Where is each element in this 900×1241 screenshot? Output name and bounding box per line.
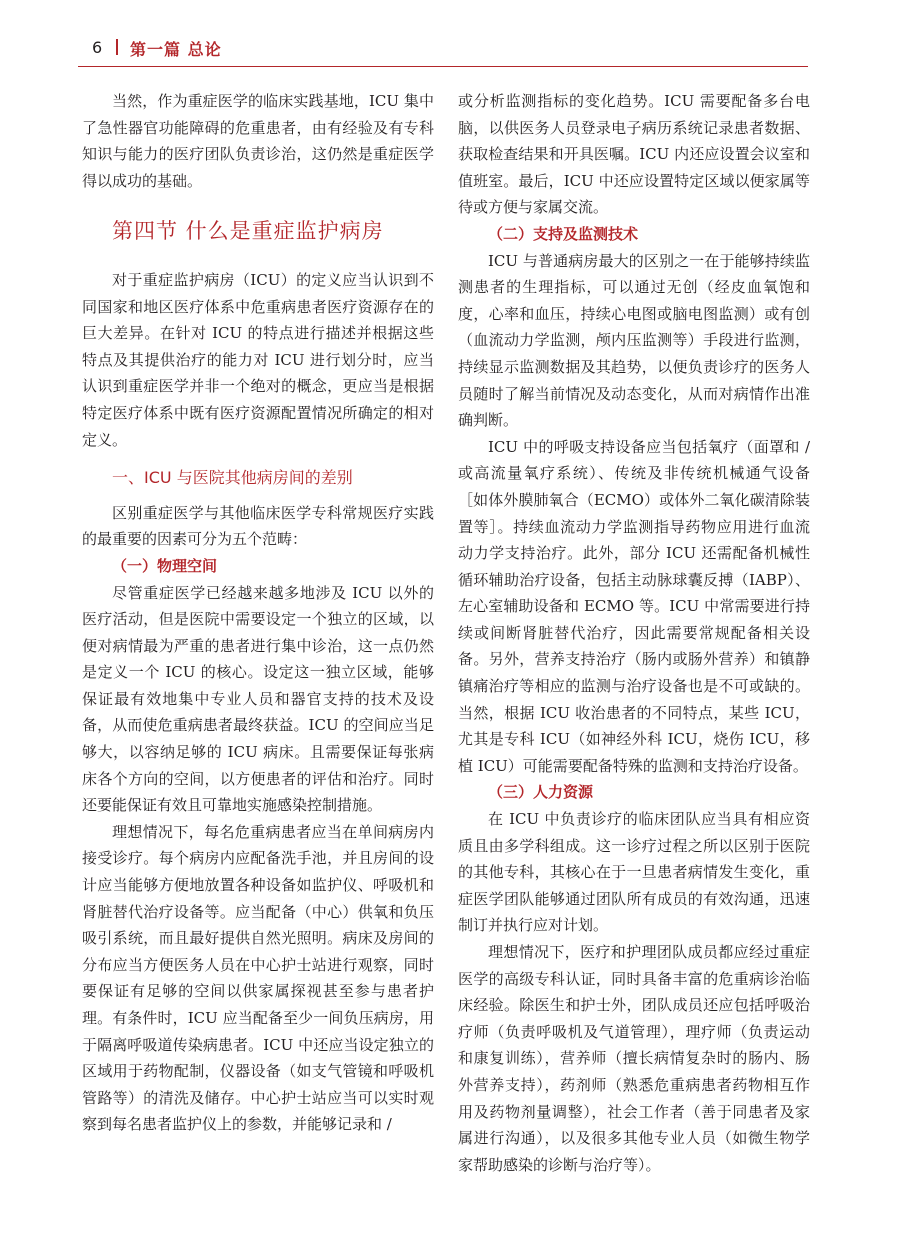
part-title: 第一篇 总论 [130,40,222,59]
paragraph: 当然，作为重症医学的临床实践基地，ICU 集中了急性器官功能障碍的危重患者，由有经验及有专科知识与能力的医疗团队负责诊治，这仍然是重症医学得以成功的基础。 [82,92,434,190]
paragraph: 区别重症医学与其他临床医学专科常规医疗实践的最重要的因素可分为五个范畴： [82,503,434,549]
header-rule [78,66,808,67]
subheading-physical-space: （一）物理空间 [112,556,218,575]
page-header [78,34,808,62]
paragraph: 在 ICU 中负责诊疗的临床团队应当具有相应资质且由多学科组成。这一诊疗过程之所以区别于医院的其他专科，其核心在于一旦患者病情发生变化，重症医学团队能够通过团队所有成员的有效沟通，迅速制订并执行应对计划。 [458,810,810,935]
paragraph: 尽管重症医学已经越来越多地涉及 ICU 以外的医疗活动，但是医院中需要设定一个独立的区域，以便对病情最为严重的患者进行集中诊治，这一点仍然是定义一个 ICU 的核心。设定这一独立区域，能够保证最有效地集中专业人员和器官支持的技术及设备，从而使危重病患者最终获益。ICU 的空间应当足够大，以容纳足够的 ICU 病床。且需要保证每张病床各个方向的空间，以方便患者的评估和治疗。同时还要能保证有效且可靠地实施感染控制措施。 [82,583,434,815]
subheading-support-monitoring: （二）支持及监测技术 [488,224,639,243]
left-column [82,88,434,1138]
paragraph: 对于重症监护病房（ICU）的定义应当认识到不同国家和地区医疗体系中危重病患者医疗资源存在的巨大差异。在针对 ICU 的特点进行描述并根据这些特点及其提供治疗的能力对 ICU 进行划分时，应当认识到重症医学并非一个绝对的概念，更应当是根据特定医疗体系中既有医疗资源配置情况所确定的相对定义。 [82,270,434,449]
paragraph: ICU 中的呼吸支持设备应当包括氧疗（面罩和 / 或高流量氧疗系统）、传统及非传统机械通气设备［如体外膜肺氧合（ECMO）或体外二氧化碳清除装置等］。持续血流动力学监测指导药物应用进行血流动力学支持治疗。此外，部分 ICU 还需配备机械性循环辅助治疗设备，包括主动脉球囊反搏（IABP）、左心室辅助设备和 ECMO 等。ICU 中常需要进行持续或间断肾脏替代治疗，因此需要常规配备相关设备。另外，营养支持治疗（肠内或肠外营养）和镇静镇痛治疗等相应的监测与治疗设备也是不可或缺的。当然，根据 ICU 收治患者的不同特点，某些 ICU，尤其是专科 ICU（如神经外科 ICU，烧伤 ICU，移植 ICU）可能需要配备特殊的监测和支持治疗设备。 [458,437,810,775]
paragraph: ICU 与普通病房最大的区别之一在于能够持续监测患者的生理指标，可以通过无创（经皮血氧饱和度，心率和血压，持续心电图或脑电图监测）或有创（血流动力学监测，颅内压监测等）手段进行监测，持续显示监测数据及其趋势，以便负责诊疗的医务人员随时了解当前情况及动态变化，从而对病情作出准确判断。 [458,251,810,430]
page-number: 6 [92,38,103,57]
section-title: 第四节 什么是重症监护病房 [112,219,384,244]
paragraph: 理想情况下，医疗和护理团队成员都应经过重症医学的高级专科认证，同时具备丰富的危重病诊治临床经验。除医生和护士外，团队成员还应包括呼吸治疗师（负责呼吸机及气道管理），理疗师（负责运动和康复训练），营养师（擅长病情复杂时的肠内、肠外营养支持），药剂师（熟悉危重病患者药物相互作用及药物剂量调整），社会工作者（善于同患者及家属进行沟通），以及很多其他专业人员（如微生物学家帮助感染的诊断与治疗等）。 [458,943,810,1174]
header-divider [116,39,118,55]
subsection-heading: 一、ICU 与医院其他病房间的差别 [112,468,353,488]
paragraph: 或分析监测指标的变化趋势。ICU 需要配备多台电脑，以供医务人员登录电子病历系统记录患者数据、获取检查结果和开具医嘱。ICU 内还应设置会议室和值班室。最后，ICU 中还应设置特定区域以便家属等待或方便与家属交流。 [458,92,810,217]
right-column [458,88,810,1178]
paragraph: 理想情况下，每名危重病患者应当在单间病房内接受诊疗。每个病房内应配备洗手池，并且房间的设计应当能够方便地放置各种设备如监护仪、呼吸机和肾脏替代治疗设备等。应当配备（中心）供氧和负压吸引系统，而且最好提供自然光照明。病床及房间的分布应当方便医务人员在中心护士站进行观察，同时要保证有足够的空间以供家属探视甚至参与患者护理。有条件时，ICU 应当配备至少一间负压病房，用于隔离呼吸道传染病患者。ICU 中还应当设定独立的区域用于药物配制，仪器设备（如支气管镜和呼吸机管路等）的清洗及储存。中心护士站应当可以实时观察到每名患者监护仪上的参数，并能够记录和 / [82,822,434,1134]
subheading-human-resources: （三）人力资源 [488,783,594,802]
